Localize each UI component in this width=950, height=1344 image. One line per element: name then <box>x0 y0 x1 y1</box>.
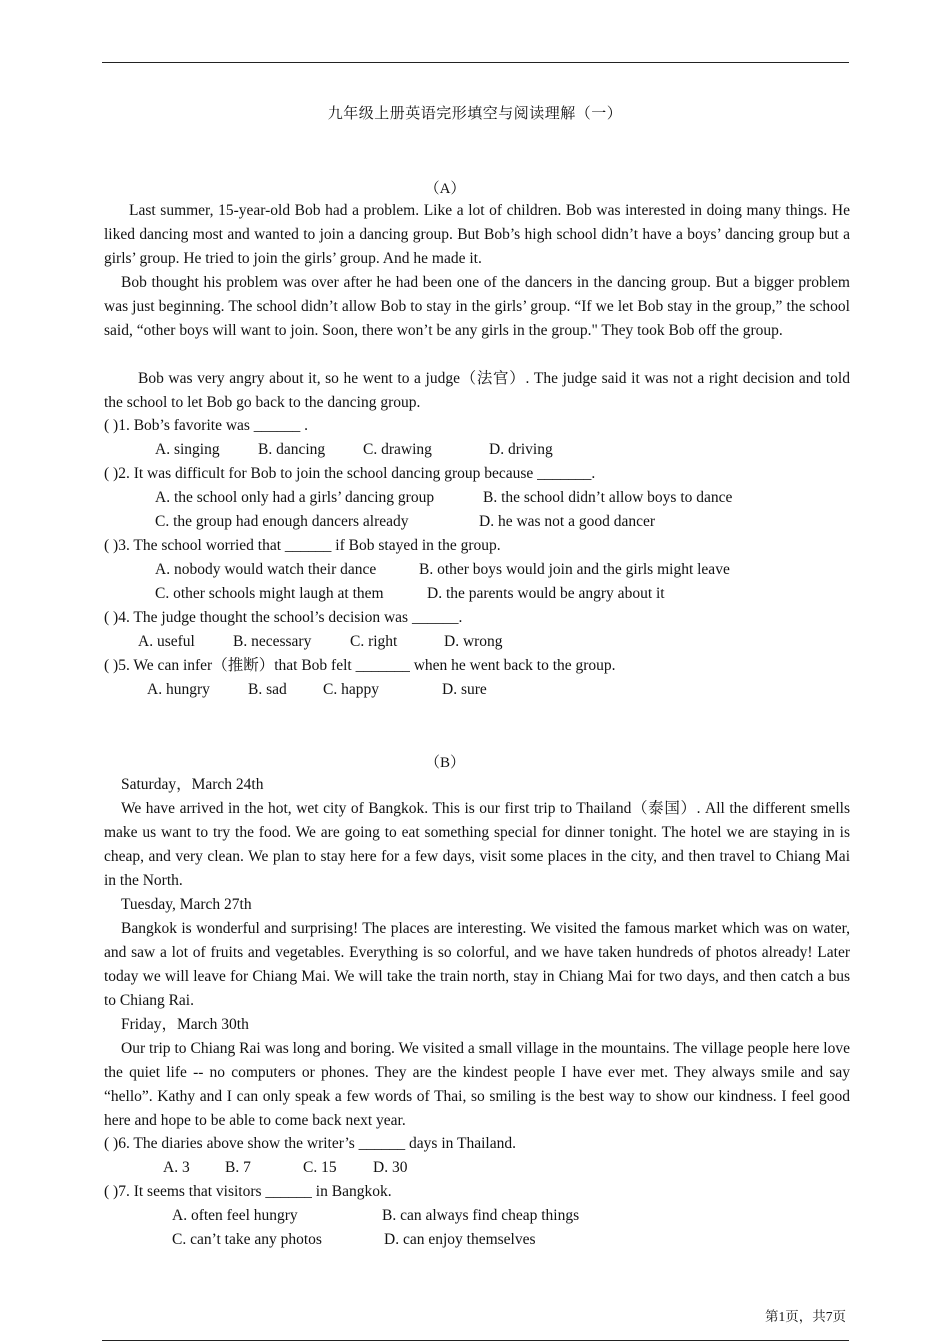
question-option: D. sure <box>442 681 487 698</box>
question-option: D. wrong <box>444 633 503 650</box>
question-option: D. the parents would be angry about it <box>427 585 665 602</box>
question-option: B. dancing <box>258 441 326 458</box>
question-stem: ( )1. Bob’s favorite was ______ . <box>104 417 309 434</box>
bottom-rule <box>102 1340 849 1341</box>
section-a-label: （A） <box>424 181 466 197</box>
question-stem: ( )6. The diaries above show the writer’s ______ days in Thailand. <box>104 1135 516 1152</box>
diary-text: Our trip to Chiang Rai was long and boring. We visited a small village in the mountains. The village people here love the quiet life -- no computers or phones. They are the kindest people I have ever met. They always smile and say “hello”. Kathy and I can only speak a few words of Thai, so smiling is the best way to show our kindness. I feel good here and hope to be able to come back next year. <box>104 1040 850 1129</box>
question-option: B. the school didn’t allow boys to dance <box>483 489 733 506</box>
section-a-paragraph: Bob thought his problem was over after he had been one of the dancers in the dancing group. But a bigger problem was just beginning. The school didn’t allow Bob to stay in the girls’ group. “If we let Bob stay in the group,” the school said, “other boys will want to join. Soon, there won’t be any girls in the group." They took Bob off the group. <box>104 274 850 339</box>
page-title: 九年级上册英语完形填空与阅读理解（一） <box>327 106 623 122</box>
diary-date: Tuesday, March 27th <box>121 896 252 913</box>
top-rule <box>102 62 849 63</box>
question-option: C. drawing <box>363 441 432 458</box>
question-option: A. singing <box>155 441 220 458</box>
diary-text: We have arrived in the hot, wet city of Bangkok. This is our first trip to Thailand（泰国）. All the different smells make us want to try the food. We are going to eat something special for dinner tonight. The hotel we are staying in is cheap, and very clean. We plan to stay here for a few days, visit some places in the city, and then travel to Chiang Mai in the North. <box>104 800 850 889</box>
diary-date: Saturday，March 24th <box>121 776 264 793</box>
question-option: D. driving <box>489 441 553 458</box>
question-option: A. 3 <box>163 1159 190 1176</box>
question-option: A. useful <box>138 633 195 650</box>
question-option: D. can enjoy themselves <box>384 1231 536 1248</box>
question-option: B. other boys would join and the girls might leave <box>419 561 730 578</box>
section-b-label: （B） <box>424 755 465 771</box>
section-a-paragraph: Last summer, 15-year-old Bob had a problem. Like a lot of children. Bob was interested in doing many things. He liked dancing most and wanted to join a dancing group. But Bob’s high school didn’t have a boys’ dancing group but a girls’ group. He tried to join the girls’ group. And he made it. <box>104 202 850 267</box>
question-stem: ( )7. It seems that visitors ______ in Bangkok. <box>104 1183 392 1200</box>
question-option: A. hungry <box>147 681 210 698</box>
question-option: B. can always find cheap things <box>382 1207 580 1224</box>
question-option: A. nobody would watch their dance <box>155 561 377 578</box>
question-option: B. 7 <box>225 1159 251 1176</box>
diary-text: Bangkok is wonderful and surprising! The places are interesting. We visited the famous market which was on water, and saw a lot of fruits and vegetables. Everything is so colorful, and we have taken hundreds of photos already! Later today we will leave for Chiang Mai. We will take the train north, stay in Chiang Mai for two days, and then catch a bus to Chiang Rai. <box>104 920 850 1009</box>
question-option: C. 15 <box>303 1159 337 1176</box>
question-option: D. 30 <box>373 1159 408 1176</box>
question-option: B. necessary <box>233 633 312 650</box>
question-stem: ( )2. It was difficult for Bob to join the school dancing group because _______. <box>104 465 596 482</box>
page-number: 第1页，共7页 <box>765 1309 846 1324</box>
question-stem: ( )4. The judge thought the school’s decision was ______. <box>104 609 463 626</box>
question-stem: ( )5. We can infer（推断）that Bob felt _______ when he went back to the group. <box>104 657 616 674</box>
question-option: C. can’t take any photos <box>172 1231 322 1248</box>
question-option: C. other schools might laugh at them <box>155 585 384 602</box>
diary-date: Friday，March 30th <box>121 1016 249 1033</box>
question-option: C. right <box>350 633 398 650</box>
question-option: A. often feel hungry <box>172 1207 298 1224</box>
section-a-paragraph: Bob was very angry about it, so he went to a judge（法官）. The judge said it was not a right decision and told the school to let Bob go back to the dancing group. <box>104 370 850 411</box>
question-option: D. he was not a good dancer <box>479 513 656 530</box>
question-option: B. sad <box>248 681 287 698</box>
question-option: C. happy <box>323 681 379 698</box>
question-stem: ( )3. The school worried that ______ if Bob stayed in the group. <box>104 537 501 554</box>
question-option: A. the school only had a girls’ dancing group <box>155 489 435 506</box>
question-option: C. the group had enough dancers already <box>155 513 409 530</box>
